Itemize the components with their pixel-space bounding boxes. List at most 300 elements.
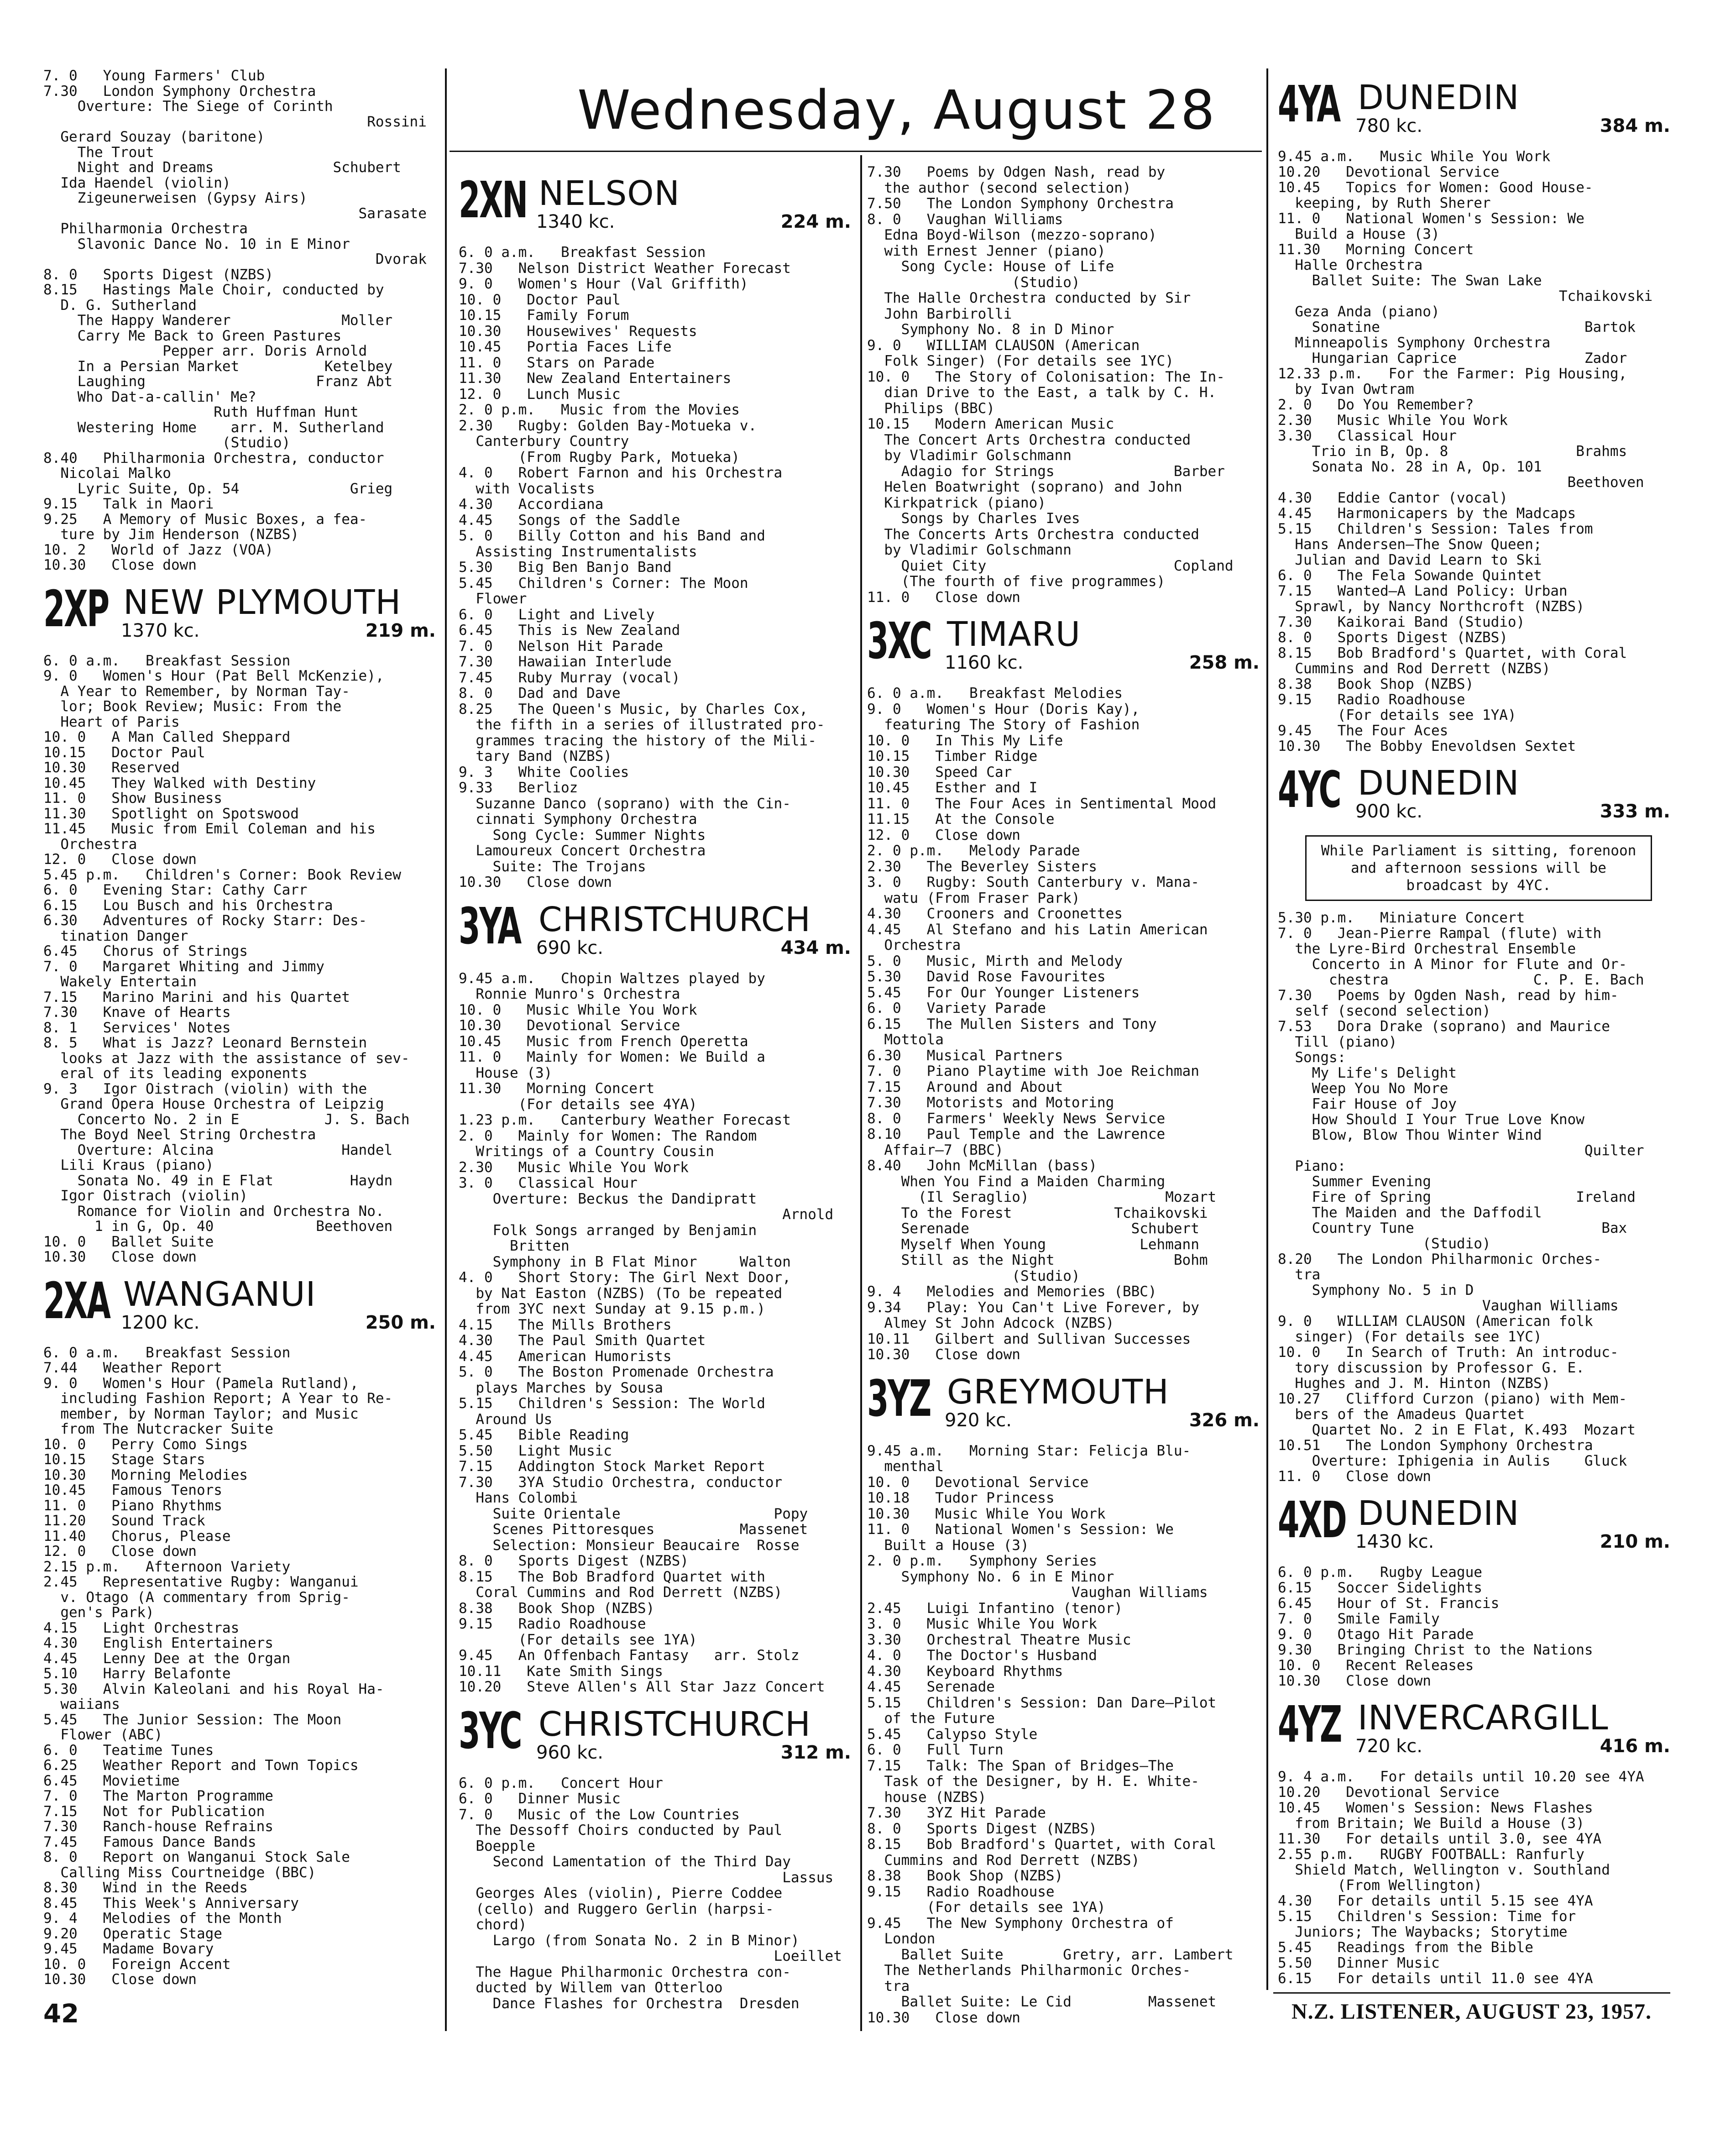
programme-line: 10.18 Tudor Princess <box>867 1490 1055 1506</box>
programme-line: keeping, by Ruth Sherer <box>1278 195 1491 211</box>
programme-line: Myself When Young Lehmann <box>867 1236 1199 1252</box>
programme-line: 5. 0 Billy Cotton and his Band and <box>459 528 765 544</box>
programme-line: bers of the Amadeus Quartet <box>1278 1407 1525 1422</box>
programme-line: 3. 0 Music While You Work <box>867 1616 1097 1632</box>
programme-line: 2. 0 p.m. Music from the Movies <box>459 402 740 418</box>
programme-line: dian Drive to the East, a talk by C. H. <box>867 385 1217 401</box>
programme-line: 8.38 Book Shop (NZBS) <box>867 1868 1063 1884</box>
programme-line: Geza Anda (piano) <box>1278 304 1440 319</box>
programme-line: 4.30 English Entertainers <box>43 1636 273 1651</box>
programme-line: 3. 0 Classical Hour <box>459 1175 638 1191</box>
programme-line: 4.15 The Mills Brothers <box>459 1317 672 1333</box>
programme-line: 5.15 Children's Session: The World <box>459 1396 765 1412</box>
programme-line: 7.30 Knave of Hearts <box>43 1005 231 1021</box>
programme-line: by Vladimir Golschmann <box>867 448 1072 464</box>
programme-line: 2.45 Representative Rugby: Wanganui <box>43 1575 359 1590</box>
programme-list <box>1278 149 1670 754</box>
programme-line: 5.15 Children's Session: Tales from <box>1278 521 1593 537</box>
programme-line: 10. 0 Doctor Paul <box>459 292 621 308</box>
programme-line: D. G. Sutherland <box>43 298 197 313</box>
programme-line: The Netherlands Philharmonic Orches- <box>867 1963 1191 1979</box>
programme-line: 10.45 Music from French Operetta <box>459 1033 748 1049</box>
programme-line: The Dessoff Choirs conducted by Paul <box>459 1822 783 1838</box>
programme-line: 7.15 Marino Marini and his Quartet <box>43 990 350 1005</box>
programme-line: (Studio) <box>1278 1236 1491 1251</box>
programme-line: Laughing Franz Abt <box>43 374 393 390</box>
programme-line: 4.45 Harmonicapers by the Madcaps <box>1278 506 1576 521</box>
programme-line: 5.10 Harry Belafonte <box>43 1666 231 1682</box>
station-city: DUNEDIN <box>1358 1494 1520 1533</box>
programme-line: 7. 0 Music of the Low Countries <box>459 1806 740 1822</box>
programme-line: 10.30 Close down <box>459 874 612 890</box>
programme-line: 6.15 Lou Busch and his Orchestra <box>43 898 333 913</box>
programme-line: 12. 0 Lunch Music <box>459 386 621 402</box>
programme-line: 5.45 Children's Corner: The Moon <box>459 575 748 591</box>
station-wavelength: 250 m. <box>365 1312 436 1333</box>
programme-line: 9. 0 Women's Hour (Doris Kay), <box>867 701 1140 717</box>
programme-line: 9. 4 Melodies and Memories (BBC) <box>867 1284 1157 1300</box>
programme-line: lor; Book Review; Music: From the <box>43 699 342 715</box>
programme-line: by Vladimir Golschmann <box>867 542 1072 558</box>
programme-line: 2.30 Rugby: Golden Bay-Motueka v. <box>459 418 757 434</box>
programme-line: Fair House of Joy <box>1278 1096 1457 1112</box>
programme-line: 7.15 Not for Publication <box>43 1804 265 1819</box>
programme-line: Juniors; The Waybacks; Storytime <box>1278 1924 1568 1940</box>
programme-line: tary Band (NZBS) <box>459 749 612 764</box>
programme-line: Concerto in A Minor for Flute and Or- <box>1278 957 1627 972</box>
programme-line: The Hague Philharmonic Orchestra con- <box>459 1964 791 1980</box>
programme-line: Rossini <box>43 114 427 130</box>
station-wavelength: 384 m. <box>1600 115 1670 136</box>
programme-line: plays Marches by Sousa <box>459 1380 663 1396</box>
programme-line: 9.45 The Four Aces <box>1278 723 1448 738</box>
programme-line: (From Rugby Park, Motueka) <box>459 449 740 465</box>
programme-line: 9.15 Talk in Maori <box>43 497 214 512</box>
programme-line: 10.20 Devotional Service <box>1278 1785 1500 1800</box>
programme-line: 10.11 Gilbert and Sullivan Successes <box>867 1331 1191 1347</box>
programme-line: (Studio) <box>867 1268 1080 1284</box>
programme-line: including Fashion Report; A Year to Re- <box>43 1391 393 1407</box>
programme-line: Overture: The Siege of Corinth <box>43 99 333 115</box>
programme-line: 4. 0 Short Story: The Girl Next Door, <box>459 1270 791 1286</box>
programme-line: Carry Me Back to Green Pastures <box>43 328 342 344</box>
programme-line: Canterbury Country <box>459 434 629 450</box>
programme-line: grammes tracing the history of the Mili- <box>459 733 816 749</box>
station-code: 3YA <box>459 896 521 955</box>
programme-line: 10. 0 The Story of Colonisation: The In- <box>867 369 1225 385</box>
programme-line: 6. 0 Evening Star: Cathy Carr <box>43 883 308 898</box>
column-rule-2 <box>860 155 862 2031</box>
programme-line: 10.15 Timber Ridge <box>867 749 1038 764</box>
programme-line: 10.15 Doctor Paul <box>43 745 205 760</box>
programme-line: 4.30 For details until 5.15 see 4YA <box>1278 1893 1593 1909</box>
station-frequency: 1340 kc. <box>536 211 615 232</box>
programme-line: 10.20 Devotional Service <box>1278 164 1500 180</box>
programme-line: Affair—7 (BBC) <box>867 1142 1004 1158</box>
programme-line: (cello) and Ruggero Gerlin (harpsi- <box>459 1901 774 1917</box>
programme-line: 8.40 John McMillan (bass) <box>867 1158 1097 1174</box>
programme-line: 5.45 For Our Younger Listeners <box>867 984 1140 1000</box>
programme-line: 8.38 Book Shop (NZBS) <box>1278 676 1474 692</box>
programme-line: 5.15 Children's Session: Dan Dare—Pilot <box>867 1695 1217 1711</box>
station-heading-2xa <box>43 1273 436 1342</box>
programme-line: Lassus <box>459 1869 834 1885</box>
programme-line: Songs: <box>1278 1050 1346 1065</box>
programme-line: Philips (BBC) <box>867 400 995 416</box>
programme-line: (For details see 4YA) <box>459 1096 697 1112</box>
footer-rule <box>1273 1992 1670 1994</box>
programme-line: The Maiden and the Daffodil <box>1278 1205 1542 1220</box>
programme-line: 8.15 Bob Bradford's Quartet, with Coral <box>1278 645 1627 661</box>
programme-line: In a Persian Market Ketelbey <box>43 359 393 374</box>
programme-line: Gerard Souzay (baritone) <box>43 130 265 145</box>
station-code: 3XC <box>867 612 931 670</box>
programme-line: 11. 0 Stars on Parade <box>459 355 655 371</box>
programme-line: 10.30 Morning Melodies <box>43 1467 248 1483</box>
programme-line: (From Wellington) <box>1278 1878 1482 1893</box>
programme-line: 8. 0 Sports Digest (NZBS) <box>459 1553 689 1569</box>
programme-line: from Britain; We Build a House (3) <box>1278 1816 1584 1831</box>
programme-line: Folk Songs arranged by Benjamin <box>459 1222 757 1238</box>
programme-line: looks at Jazz with the assistance of sev- <box>43 1051 410 1066</box>
programme-line: 7. 0 Jean-Pierre Rampal (flute) with <box>1278 926 1602 941</box>
programme-line: 10.20 Steve Allen's All Star Jazz Concert <box>459 1679 825 1695</box>
programme-line: 10. 0 Music While You Work <box>459 1002 697 1018</box>
programme-line: 10.30 Speed Car <box>867 764 1012 780</box>
programme-line: 5.50 Light Music <box>459 1443 612 1459</box>
programme-line: Summer Evening <box>1278 1174 1431 1189</box>
page-number: 42 <box>43 1999 79 2029</box>
station-heading-4xd <box>1278 1492 1670 1561</box>
programme-line: 5.45 Bible Reading <box>459 1427 629 1443</box>
station-code: 3YC <box>459 1701 522 1760</box>
programme-line: 9. 0 WILLIAM CLAUSON (American folk <box>1278 1314 1593 1329</box>
programme-line: Blow, Blow Thou Winter Wind <box>1278 1127 1542 1143</box>
programme-line: Minneapolis Symphony Orchestra <box>1278 335 1551 351</box>
programme-line: watu (From Fraser Park) <box>867 890 1080 906</box>
programme-line: v. Otago (A commentary from Sprig- <box>43 1590 350 1605</box>
station-code: 3YZ <box>867 1369 931 1428</box>
programme-line: 8. 0 Sports Digest (NZBS) <box>1278 630 1508 645</box>
programme-line: Serenade Schubert <box>867 1221 1199 1237</box>
programme-line: 9.45 The New Symphony Orchestra of <box>867 1915 1174 1931</box>
programme-line: 6.45 Movietime <box>43 1773 180 1789</box>
publication-line: N.Z. LISTENER, AUGUST 23, 1957. <box>1292 2000 1652 2024</box>
programme-list <box>43 654 436 1265</box>
programme-line: Flower (ABC) <box>43 1728 163 1743</box>
programme-line: 8.25 The Queen's Music, by Charles Cox, <box>459 701 808 717</box>
programme-line: Dance Flashes for Orchestra Dresden <box>459 1995 800 2011</box>
programme-line: Sonata No. 49 in E Flat Haydn <box>43 1173 393 1189</box>
programme-line: 9. 0 Otago Hit Parade <box>1278 1627 1474 1642</box>
programme-line: Loeillet <box>459 1948 842 1964</box>
programme-line: 10. 0 Devotional Service <box>867 1474 1089 1490</box>
programme-line: 7.15 Around and About <box>867 1079 1063 1095</box>
programme-line: 6. 0 Variety Parade <box>867 1000 1046 1016</box>
programme-line: Quilter <box>1278 1143 1644 1158</box>
parliament-notice-box: While Parliament is sitting, forenoon and afternoon sessions will be broadcast by 4YC. <box>1305 835 1652 901</box>
station-city: TIMARU <box>947 615 1081 654</box>
programme-line: 7.30 London Symphony Orchestra <box>43 84 316 99</box>
programme-line: 9.45 a.m. Music While You Work <box>1278 149 1551 164</box>
programme-line: 8. 1 Services' Notes <box>43 1020 231 1036</box>
programme-line: 10. 0 Recent Releases <box>1278 1658 1474 1673</box>
programme-line: Nicolai Malko <box>43 466 171 482</box>
programme-line: 1.23 p.m. Canterbury Weather Forecast <box>459 1112 791 1128</box>
programme-line: How Should I Your True Love Know <box>1278 1112 1584 1127</box>
programme-line: Scenes Pittoresques Massenet <box>459 1522 808 1538</box>
programme-line: Ida Haendel (violin) <box>43 175 231 191</box>
programme-list <box>459 971 851 1695</box>
programme-line: 9.45 An Offenbach Fantasy arr. Stolz <box>459 1648 800 1664</box>
station-wavelength: 416 m. <box>1600 1736 1670 1757</box>
station-code: 4YZ <box>1278 1695 1341 1754</box>
programme-line: 2.30 Music While You Work <box>1278 413 1508 428</box>
station-city: DUNEDIN <box>1358 764 1520 803</box>
programme-line: 7.30 Kaikorai Band (Studio) <box>1278 614 1525 630</box>
programme-line: 4.30 The Paul Smith Quartet <box>459 1333 706 1349</box>
programme-line: Ruth Huffman Hunt <box>43 405 359 420</box>
programme-line: 11. 0 Piano Rhythms <box>43 1498 222 1513</box>
programme-line: 7. 0 The Marton Programme <box>43 1789 273 1804</box>
programme-line: Ballet Suite Gretry, arr. Lambert <box>867 1947 1234 1963</box>
programme-line: Fire of Spring Ireland <box>1278 1189 1636 1205</box>
programme-line: 8. 0 Sports Digest (NZBS) <box>43 267 273 283</box>
programme-line: 4.30 Eddie Cantor (vocal) <box>1278 490 1508 506</box>
programme-line: 7.30 Motorists and Motoring <box>867 1095 1114 1111</box>
programme-line: 9.20 Operatic Stage <box>43 1926 222 1942</box>
programme-line: Around Us <box>459 1411 553 1427</box>
programme-line: Almey St John Adcock (NZBS) <box>867 1315 1114 1331</box>
programme-line: The Happy Wanderer Moller <box>43 313 393 329</box>
programme-line: Heart of Paris <box>43 714 180 730</box>
programme-list <box>1278 910 1670 1484</box>
station-heading-4ya <box>1278 77 1670 145</box>
programme-list <box>1278 1565 1670 1689</box>
programme-line: 2. 0 p.m. Symphony Series <box>867 1553 1097 1569</box>
station-city: INVERCARGILL <box>1358 1698 1609 1738</box>
programme-line: 7.15 Wanted—A Land Policy: Urban <box>1278 583 1568 599</box>
programme-line: 5.45 p.m. Children's Corner: Book Review <box>43 867 401 883</box>
programme-line: 8.40 Philharmonia Orchestra, conductor <box>43 450 384 466</box>
station-heading-3yz <box>867 1371 1260 1440</box>
programme-line: 4.45 American Humorists <box>459 1348 672 1364</box>
programme-line: Vaughan Williams <box>1278 1298 1619 1314</box>
programme-line: tory discussion by Professor G. E. <box>1278 1360 1584 1376</box>
programme-line: of the Future <box>867 1711 995 1727</box>
programme-line: Hughes and J. M. Hinton (NZBS) <box>1278 1376 1551 1391</box>
column-rule-1 <box>445 68 447 2031</box>
programme-line: (Il Seraglio) Mozart <box>867 1189 1217 1205</box>
programme-line: Julian and David Learn to Ski <box>1278 552 1542 568</box>
programme-line: 4.30 Keyboard Rhythms <box>867 1663 1063 1679</box>
programme-line: Night and Dreams Schubert <box>43 160 401 176</box>
programme-line: Writings of a Country Cousin <box>459 1144 714 1160</box>
programme-line: self (second selection) <box>1278 1003 1491 1019</box>
station-code: 2XP <box>43 579 109 638</box>
programme-line: 3.30 Orchestral Theatre Music <box>867 1632 1131 1648</box>
programme-line: 7.30 Poems by Ogden Nash, read by him- <box>1278 988 1619 1003</box>
programme-line: 6. 0 p.m. Rugby League <box>1278 1565 1482 1580</box>
station-wavelength: 312 m. <box>780 1742 851 1763</box>
programme-line: gen's Park) <box>43 1605 154 1621</box>
programme-line: 11. 0 National Women's Session: We <box>1278 211 1584 226</box>
station-heading-3xc <box>867 613 1260 682</box>
programme-line: The Boyd Neel String Orchestra <box>43 1127 316 1143</box>
programme-line: 7.30 3YZ Hit Parade <box>867 1805 1046 1821</box>
programme-line: 10. 2 World of Jazz (VOA) <box>43 542 273 558</box>
programme-line: (For details see 1YA) <box>867 1900 1106 1916</box>
programme-line: Sonata No. 28 in A, Op. 101 <box>1278 459 1542 475</box>
programme-line: 2. 0 Mainly for Women: The Random <box>459 1128 757 1144</box>
programme-line: Overture: Iphigenia in Aulis Gluck <box>1278 1453 1627 1469</box>
programme-line: 5.30 David Rose Favourites <box>867 969 1106 985</box>
programme-line: 11.45 Music from Emil Coleman and his <box>43 822 376 837</box>
programme-line: featuring The Story of Fashion <box>867 717 1140 733</box>
station-heading-3yc <box>459 1703 851 1772</box>
programme-line: Who Dat-a-callin' Me? <box>43 389 256 405</box>
column-2 <box>459 164 851 2011</box>
programme-line: 8. 5 What is Jazz? Leonard Bernstein <box>43 1036 367 1051</box>
programme-line: Second Lamentation of the Third Day <box>459 1854 791 1870</box>
programme-line: Largo (from Sonata No. 2 in B Minor) <box>459 1932 800 1948</box>
programme-line: 11.30 Spotlight on Spotswood <box>43 806 299 822</box>
station-city: DUNEDIN <box>1358 78 1520 117</box>
programme-line: Westering Home arr. M. Sutherland <box>43 420 384 435</box>
programme-line: 11. 0 Close down <box>1278 1469 1431 1484</box>
programme-line: 10.27 Clifford Curzon (piano) with Mem- <box>1278 1391 1627 1407</box>
programme-line: 11.30 New Zealand Entertainers <box>459 371 732 387</box>
programme-line: 4. 0 The Doctor's Husband <box>867 1648 1097 1664</box>
programme-line: 2.55 p.m. RUGBY FOOTBALL: Ranfurly <box>1278 1847 1584 1862</box>
station-wavelength: 434 m. <box>780 937 851 958</box>
programme-line: Trio in B, Op. 8 Brahms <box>1278 444 1627 459</box>
programme-line: Suzanne Danco (soprano) with the Cin- <box>459 796 791 812</box>
programme-line: 10.30 Close down <box>867 2010 1020 2026</box>
programme-line: Georges Ales (violin), Pierre Coddee <box>459 1885 783 1901</box>
station-city: NEW PLYMOUTH <box>123 582 402 622</box>
station-city: GREYMOUTH <box>947 1372 1169 1412</box>
programme-list <box>867 164 1260 605</box>
programme-line: (The fourth of five programmes) <box>867 574 1166 590</box>
programme-line: the fifth in a series of illustrated pro- <box>459 717 825 733</box>
programme-line: A Year to Remember, by Norman Tay- <box>43 684 350 699</box>
programme-line: chord) <box>459 1917 527 1933</box>
programme-line: London <box>867 1931 936 1947</box>
programme-line: Kirkpatrick (piano) <box>867 495 1046 511</box>
programme-line: 5.50 Dinner Music <box>1278 1955 1440 1971</box>
programme-line: Task of the Designer, by H. E. White- <box>867 1774 1199 1790</box>
programme-line: 6.30 Musical Partners <box>867 1047 1063 1063</box>
station-code: 2XA <box>43 1271 110 1330</box>
programme-line: 7.30 Poems by Odgen Nash, read by <box>867 164 1166 180</box>
programme-line: 10. 0 Perry Como Sings <box>43 1437 248 1452</box>
programme-line: Selection: Monsieur Beaucaire Rosse <box>459 1537 800 1553</box>
programme-line: 6.15 Soccer Sidelights <box>1278 1580 1482 1596</box>
programme-line: Song Cycle: House of Life <box>867 259 1114 275</box>
programme-line: Concerto No. 2 in E J. S. Bach <box>43 1112 410 1127</box>
programme-line: 7.45 Famous Dance Bands <box>43 1834 256 1850</box>
programme-line: Orchestra <box>867 937 961 953</box>
programme-line: 10. 0 Ballet Suite <box>43 1234 214 1250</box>
programme-line: Overture: Beckus the Dandipratt <box>459 1191 757 1207</box>
programme-line: member, by Norman Taylor; and Music <box>43 1406 359 1422</box>
station-frequency: 960 kc. <box>536 1742 603 1763</box>
programme-line: 5.45 Readings from the Bible <box>1278 1940 1533 1955</box>
programme-line: 6. 0 Light and Lively <box>459 607 655 623</box>
programme-line: Symphony in B Flat Minor Walton <box>459 1254 791 1270</box>
programme-line: 11.15 At the Console <box>867 812 1055 827</box>
programme-line: 8.20 The London Philharmonic Orches- <box>1278 1251 1602 1267</box>
programme-line: 6.15 The Mullen Sisters and Tony <box>867 1016 1157 1032</box>
programme-line: 10.30 Close down <box>43 558 197 573</box>
programme-line: Wakely Entertain <box>43 974 197 990</box>
programme-line: 5.30 Alvin Kaleolani and his Royal Ha- <box>43 1681 384 1697</box>
programme-line: 7. 0 Nelson Hit Parade <box>459 638 663 654</box>
programme-line: Philharmonia Orchestra <box>43 221 248 237</box>
programme-line: 9. 4 a.m. For details until 10.20 see 4YA <box>1278 1769 1644 1785</box>
programme-line: 5.45 The Junior Session: The Moon <box>43 1712 342 1728</box>
header-rule <box>450 151 1262 152</box>
programme-line: Suite: The Trojans <box>459 859 646 874</box>
programme-line: Sonatine Bartok <box>1278 319 1636 335</box>
programme-line: Cummins and Rod Derrett (NZBS) <box>1278 661 1551 676</box>
programme-line: 7.53 Dora Drake (soprano) and Maurice <box>1278 1019 1610 1034</box>
station-wavelength: 210 m. <box>1600 1531 1670 1552</box>
programme-line: 4.45 Songs of the Saddle <box>459 512 680 528</box>
station-frequency: 720 kc. <box>1355 1736 1422 1757</box>
station-wavelength: 224 m. <box>780 211 851 232</box>
station-code: 4XD <box>1278 1491 1346 1549</box>
programme-line: The Trout <box>43 145 154 160</box>
programme-line: Symphony No. 8 in D Minor <box>867 322 1114 338</box>
programme-line: 6. 0 The Fela Sowande Quintet <box>1278 568 1542 583</box>
programme-line: Zigeunerweisen (Gypsy Airs) <box>43 191 308 206</box>
station-wavelength: 326 m. <box>1189 1409 1260 1431</box>
programme-line: 10.30 Devotional Service <box>459 1018 680 1034</box>
programme-line: 2. 0 Do You Remember? <box>1278 397 1474 413</box>
programme-line: 4.30 Accordiana <box>459 497 604 513</box>
programme-line: 11. 0 Mainly for Women: We Build a <box>459 1049 765 1065</box>
programme-line: Hans Colombi <box>459 1490 578 1506</box>
programme-line: 6. 0 a.m. Breakfast Session <box>43 1345 291 1361</box>
programme-line: 6.45 Hour of St. Francis <box>1278 1596 1500 1611</box>
programme-line: 4.45 Lenny Dee at the Organ <box>43 1651 291 1666</box>
station-frequency: 780 kc. <box>1355 115 1422 136</box>
programme-line: 9. 0 Women's Hour (Val Griffith) <box>459 276 748 292</box>
programme-line: 10.45 They Walked with Destiny <box>43 775 316 791</box>
programme-line: 6.45 Chorus of Strings <box>43 944 248 959</box>
programme-line: singer) (For details see 1YC) <box>1278 1329 1542 1345</box>
programme-line: Still as the Night Bohm <box>867 1252 1208 1268</box>
programme-line: 10.11 Kate Smith Sings <box>459 1663 663 1679</box>
programme-line: Songs by Charles Ives <box>867 511 1080 527</box>
programme-line: 2.45 Luigi Infantino (tenor) <box>867 1600 1123 1616</box>
programme-line: Slavonic Dance No. 10 in E Minor <box>43 236 350 252</box>
programme-line: the author (second selection) <box>867 180 1131 196</box>
station-frequency: 1200 kc. <box>121 1312 200 1333</box>
programme-line: 10.15 Family Forum <box>459 308 629 324</box>
programme-line: by Ivan Owtram <box>1278 382 1414 397</box>
station-code: 2XN <box>459 171 527 229</box>
programme-line: 4.30 Crooners and Croonettes <box>867 906 1123 922</box>
programme-line: Assisting Instrumentalists <box>459 544 697 560</box>
programme-line: (For details see 1YA) <box>459 1632 697 1648</box>
programme-line: 7.44 Weather Report <box>43 1361 222 1376</box>
programme-line: Lyric Suite, Op. 54 Grieg <box>43 481 393 497</box>
programme-line: 8.15 Bob Bradford's Quartet, with Coral <box>867 1837 1217 1853</box>
programme-line: 9.30 Bringing Christ to the Nations <box>1278 1642 1593 1658</box>
